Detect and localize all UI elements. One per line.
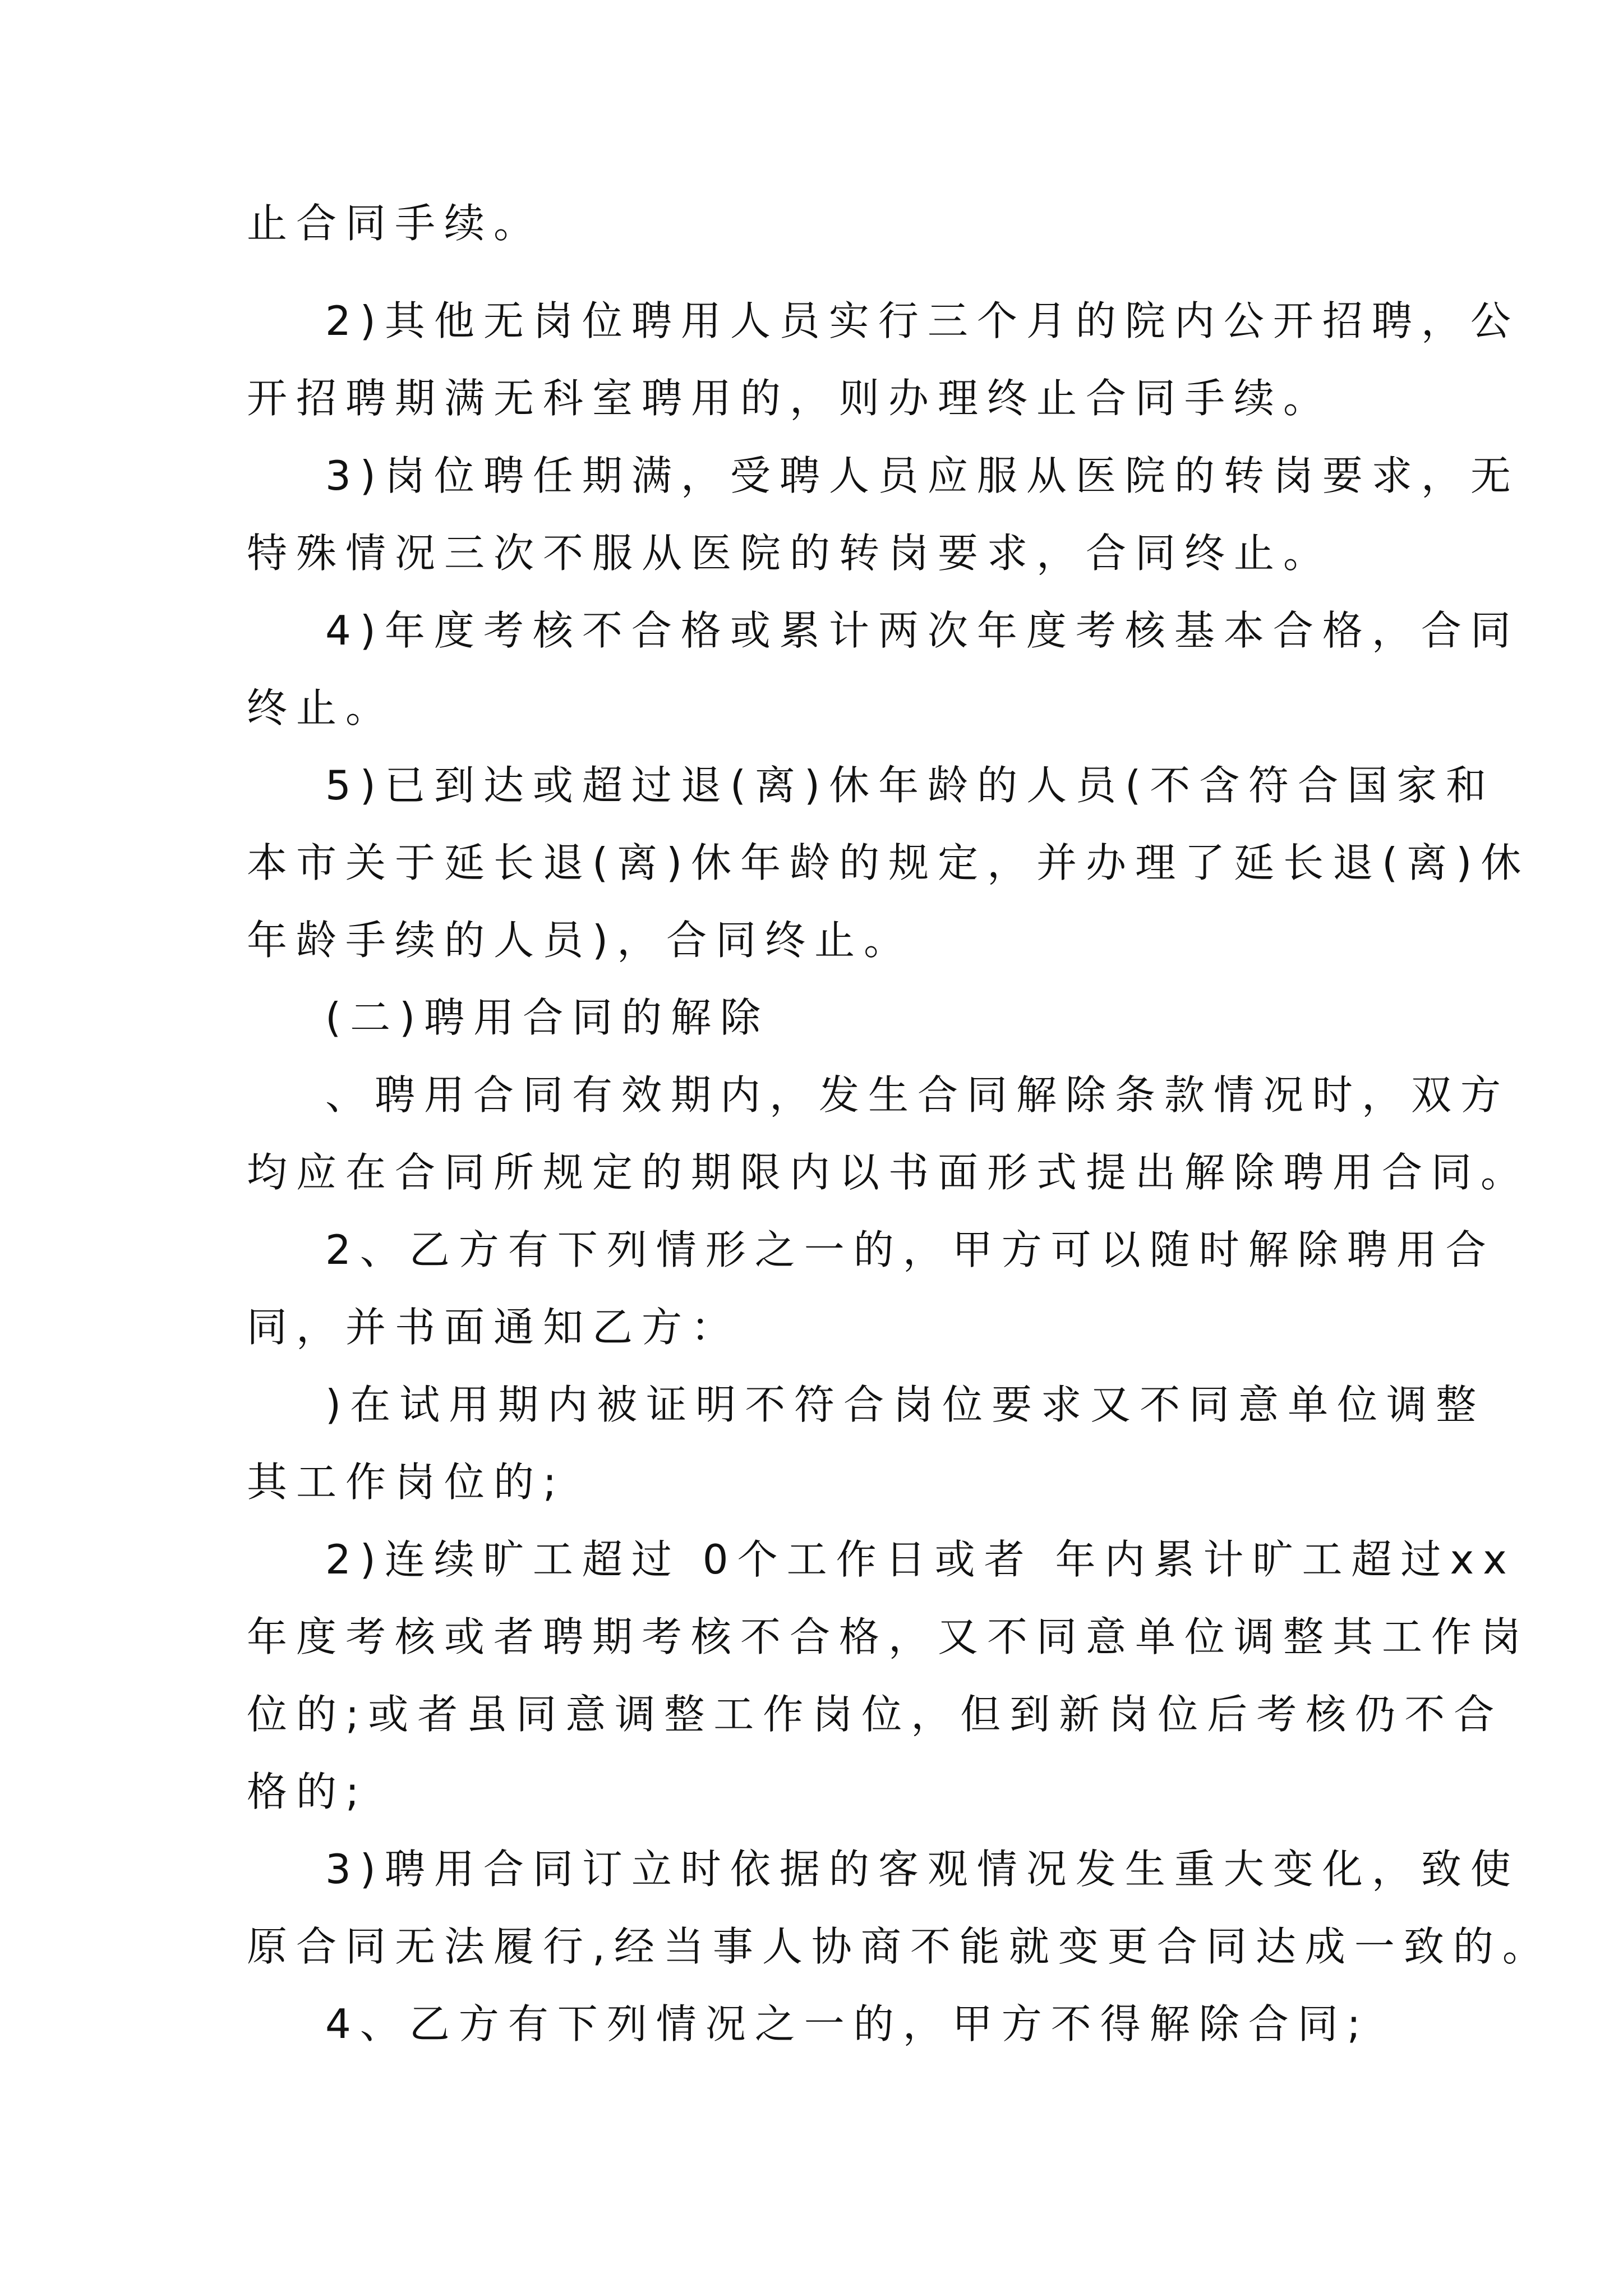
text-line: 4)年度考核不合格或累计两次年度考核基本合格，合同	[325, 607, 1520, 654]
text-line: 止合同手续。	[247, 200, 543, 247]
text-line: 位的;或者虽同意调整工作岗位，但到新岗位后考核仍不合	[247, 1691, 1504, 1738]
text-line: 开招聘期满无科室聘用的，则办理终止合同手续。	[247, 375, 1333, 422]
text-line: )在试用期内被证明不符合岗位要求又不同意单位调整	[325, 1381, 1486, 1428]
text-line: 格的;	[247, 1768, 368, 1815]
text-line: 2)连续旷工超过 0个工作日或者 年内累计旷工超过xx	[325, 1536, 1516, 1583]
text-line: 年度考核或者聘期考核不合格，又不同意单位调整其工作岗	[247, 1613, 1530, 1660]
text-line: 原合同无法履行,经当事人协商不能就变更合同达成一致的。	[247, 1923, 1552, 1970]
text-line: 年龄手续的人员)，合同终止。	[247, 917, 914, 964]
text-line: 5)已到达或超过退(离)休年龄的人员(不含符合国家和	[325, 762, 1496, 809]
text-line: 2、乙方有下列情形之一的，甲方可以随时解除聘用合	[325, 1226, 1495, 1273]
text-line: 3)岗位聘任期满，受聘人员应服从医院的转岗要求，无	[325, 452, 1520, 499]
text-line: 其工作岗位的;	[247, 1458, 566, 1506]
text-line: 同，并书面通知乙方：	[247, 1304, 741, 1351]
text-line: 特殊情况三次不服从医院的转岗要求，合同终止。	[247, 530, 1333, 577]
text-line: 3)聘用合同订立时依据的客观情况发生重大变化，致使	[325, 1846, 1520, 1893]
text-line: 4、乙方有下列情况之一的，甲方不得解除合同;	[325, 2000, 1370, 2047]
text-line: 、聘用合同有效期内，发生合同解除条款情况时，双方	[325, 1071, 1510, 1119]
text-line: 本市关于延长退(离)休年龄的规定，并办理了延长退(离)休	[247, 839, 1530, 886]
section-heading: (二)聘用合同的解除	[325, 994, 770, 1041]
text-line: 均应在合同所规定的期限内以书面形式提出解除聘用合同。	[247, 1149, 1530, 1196]
text-line: 2)其他无岗位聘用人员实行三个月的院内公开招聘，公	[325, 297, 1520, 344]
text-line: 终止。	[247, 684, 395, 731]
